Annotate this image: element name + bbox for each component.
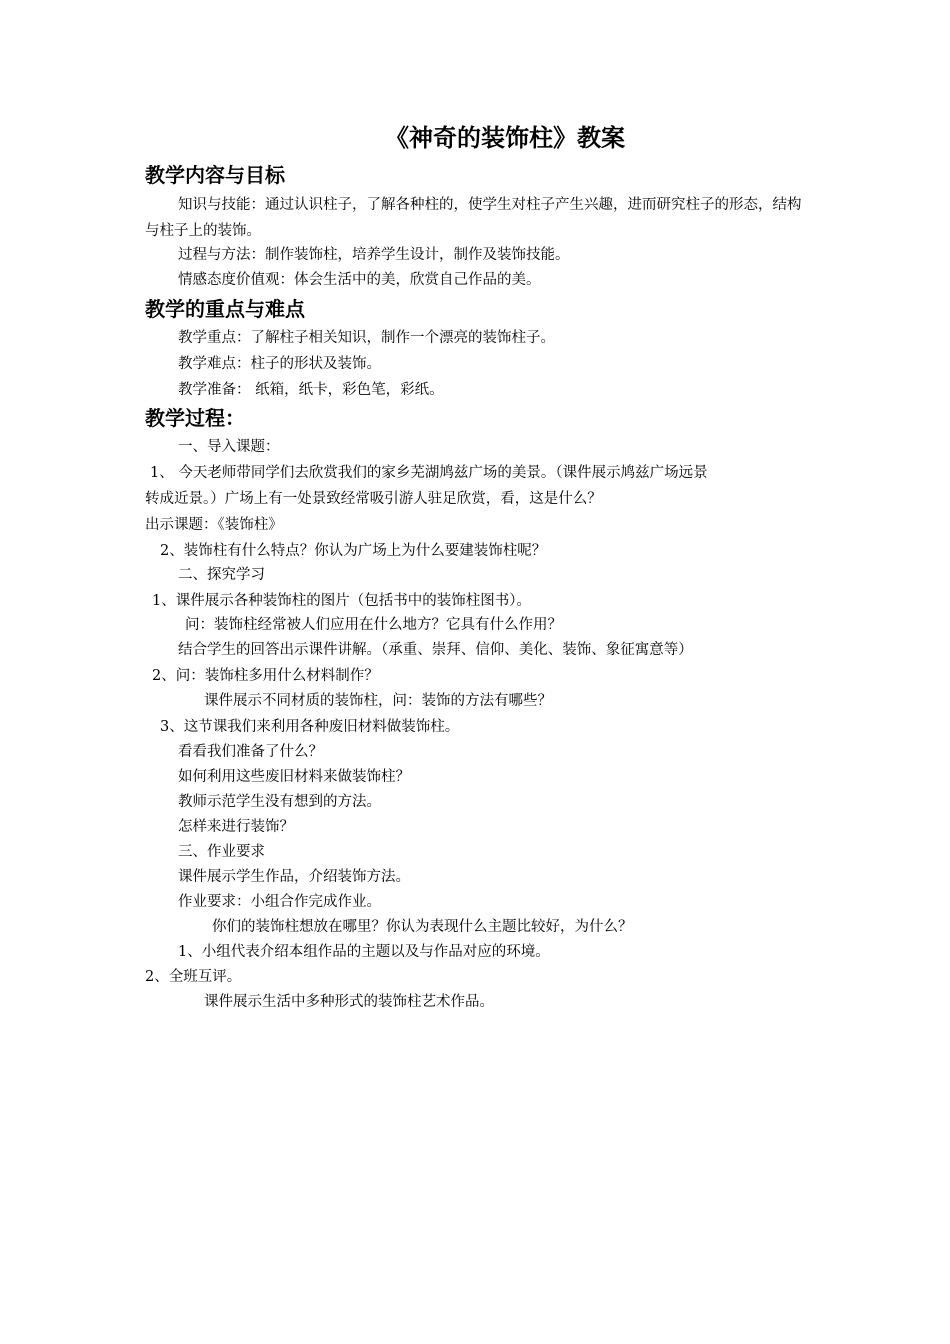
section-heading-key-points: 教学的重点与难点 (145, 297, 305, 321)
process-line: 1、课件展示各种装饰柱的图片（包括书中的装饰柱图书）。 (152, 593, 531, 609)
process-line: 课件展示不同材质的装饰柱，问：装饰的方法有哪些？ (204, 693, 552, 709)
paragraph-key-point: 教学重点：了解柱子相关知识，制作一个漂亮的装饰柱子。 (178, 330, 555, 346)
process-line: 转成近景。）广场上有一处景致经常吸引游人驻足欣赏，看，这是什么？ (145, 491, 602, 507)
process-line: 一、导入课题： (178, 439, 280, 455)
paragraph-knowledge-skills: 知识与技能：通过认识柱子，了解各种柱的，使学生对柱子产生兴趣，进而研究柱子的形态，结构与柱子上的装饰。 (145, 197, 802, 239)
process-line: 教师示范学生没有想到的方法。 (178, 794, 381, 810)
process-line: 结合学生的回答出示课件讲解。（承重、崇拜、信仰、美化、装饰、象征寓意等） (178, 642, 693, 658)
process-line: 2、全班互评。 (145, 969, 242, 985)
paragraph-preparation: 教学准备： 纸箱，纸卡，彩色笔，彩纸。 (178, 382, 444, 398)
process-line: 如何利用这些废旧材料来做装饰柱？ (178, 769, 410, 785)
paragraph-difficulty: 教学难点：柱子的形状及装饰。 (178, 356, 381, 372)
process-line: 作业要求：小组合作完成作业。 (178, 894, 381, 910)
process-line: 看看我们准备了什么？ (178, 744, 323, 760)
process-line: 怎样来进行装饰？ (178, 819, 294, 835)
process-line: 2、问：装饰柱多用什么材料制作？ (152, 668, 379, 684)
paragraph-emotion-attitude: 情感态度价值观：体会生活中的美，欣赏自己作品的美。 (178, 272, 541, 288)
process-line: 你们的装饰柱想放在哪里？你认为表现什么主题比较好，为什么？ (212, 919, 633, 935)
process-line: 三、作业要求 (178, 844, 265, 860)
process-line: 1、小组代表介绍本组作品的主题以及与作品对应的环境。 (178, 944, 550, 960)
process-line: 二、探究学习 (178, 567, 265, 583)
section-heading-goals: 教学内容与目标 (145, 163, 285, 187)
process-line: 课件展示学生作品，介绍装饰方法。 (178, 869, 410, 885)
paragraph-process-method: 过程与方法：制作装饰柱，培养学生设计，制作及装饰技能。 (178, 247, 570, 263)
process-line: 课件展示生活中多种形式的装饰柱艺术作品。 (204, 994, 494, 1010)
process-line: 问：装饰柱经常被人们应用在什么地方？它具有什么作用？ (185, 617, 562, 633)
process-line: 2、装饰柱有什么特点？你认为广场上为什么要建装饰柱呢？ (160, 543, 547, 559)
process-line: 出示课题：《装饰柱》 (145, 517, 283, 533)
section-heading-process: 教学过程： (145, 406, 245, 430)
process-line: 3、这节课我们来利用各种废旧材料做装饰柱。 (160, 719, 460, 735)
document-title: 《神奇的装饰柱》教案 (385, 124, 625, 152)
process-line: 1、 今天老师带同学们去欣赏我们的家乡芜湖鸠兹广场的美景。（课件展示鸠兹广场远景 (150, 465, 708, 481)
